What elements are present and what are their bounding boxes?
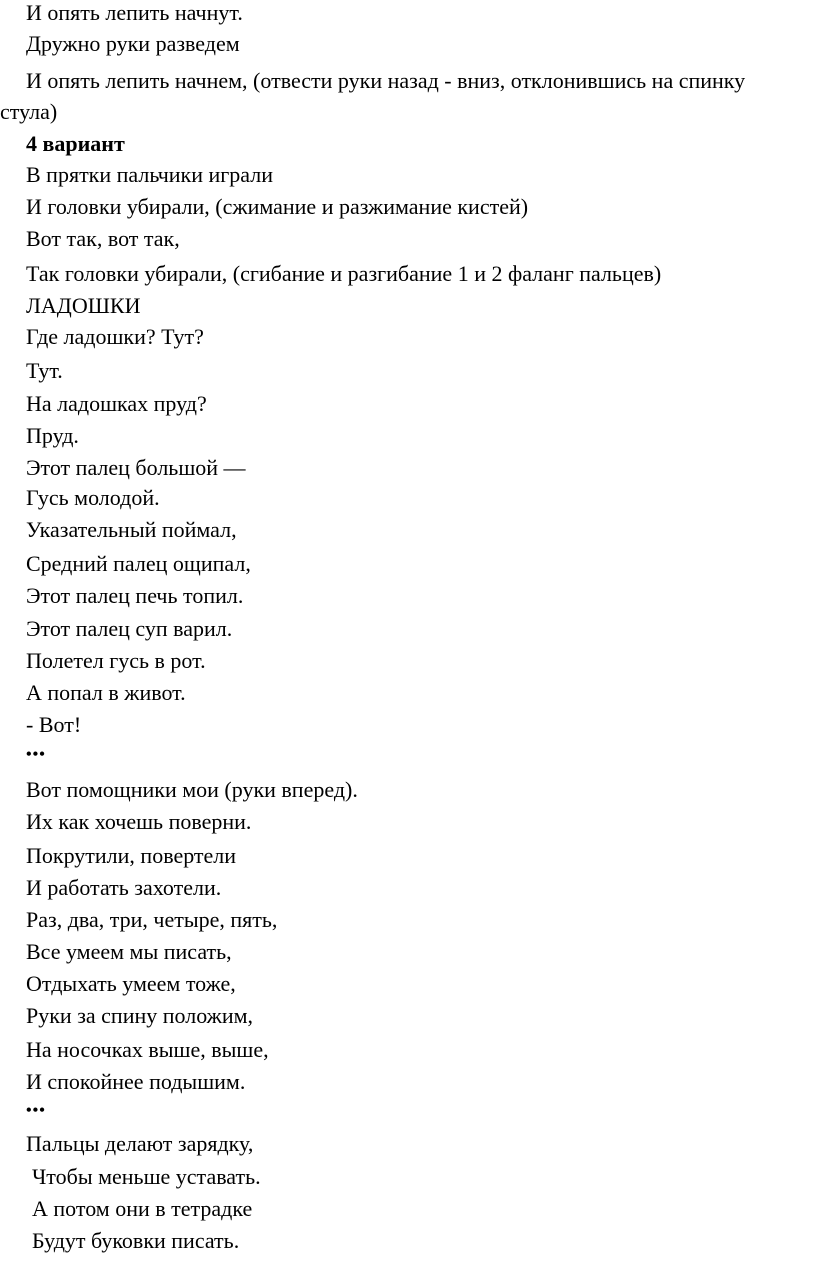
- text-line: Дружно руки разведем: [26, 31, 240, 56]
- text-line: На ладошках пруд?: [26, 391, 207, 416]
- text-line: Их как хочешь поверни.: [26, 809, 252, 834]
- text-line: Тут.: [26, 358, 63, 383]
- text-line: Полетел гусь в рот.: [26, 648, 206, 673]
- text-line: Этот палец печь топил.: [26, 583, 244, 608]
- text-line: Отдыхать умеем тоже,: [26, 971, 236, 996]
- text-line: И работать захотели.: [26, 875, 222, 900]
- text-line: И опять лепить начнем, (отвести руки назад - вниз, отклонившись на спинку: [26, 68, 746, 93]
- text-line: А попал в живот.: [26, 680, 186, 705]
- text-line: Чтобы меньше уставать.: [32, 1164, 261, 1189]
- text-line: Все умеем мы писать,: [26, 939, 232, 964]
- separator-bullets: •••: [26, 1102, 46, 1119]
- text-line: А потом они в тетрадке: [32, 1196, 253, 1221]
- text-line: Гусь молодой.: [26, 485, 160, 510]
- text-line: Указательный поймал,: [26, 517, 237, 542]
- text-line: На носочках выше, выше,: [26, 1037, 269, 1062]
- separator-bullets: •••: [26, 746, 46, 763]
- text-line: Средний палец ощипал,: [26, 551, 251, 576]
- text-line: Пальцы делают зарядку,: [26, 1131, 254, 1156]
- text-line: И головки убирали, (сжимание и разжимание кистей): [26, 194, 529, 219]
- text-line: Вот так, вот так,: [26, 226, 180, 251]
- text-line: Будут буковки писать.: [32, 1228, 240, 1253]
- text-line: Покрутили, повертели: [26, 843, 237, 868]
- text-line: - Вот!: [26, 712, 82, 737]
- text-line: Вот помощники мои (руки вперед).: [26, 777, 358, 802]
- text-line: Руки за спину положим,: [26, 1003, 254, 1028]
- text-line: Этот палец большой —: [26, 455, 246, 480]
- text-line: стула): [0, 99, 58, 124]
- text-line: Где ладошки? Тут?: [26, 324, 204, 349]
- text-line: Этот палец суп варил.: [26, 616, 233, 641]
- text-line: Так головки убирали, (сгибание и разгибание 1 и 2 фаланг пальцев): [26, 261, 662, 286]
- text-line: Пруд.: [26, 423, 79, 448]
- text-line: И опять лепить начнут.: [26, 0, 243, 25]
- text-line: В прятки пальчики играли: [26, 162, 274, 187]
- section-heading: ЛАДОШКИ: [26, 293, 141, 318]
- text-line: И спокойнее подышим.: [26, 1069, 246, 1094]
- text-line: Раз, два, три, четыре, пять,: [26, 907, 278, 932]
- section-heading: 4 вариант: [26, 131, 125, 156]
